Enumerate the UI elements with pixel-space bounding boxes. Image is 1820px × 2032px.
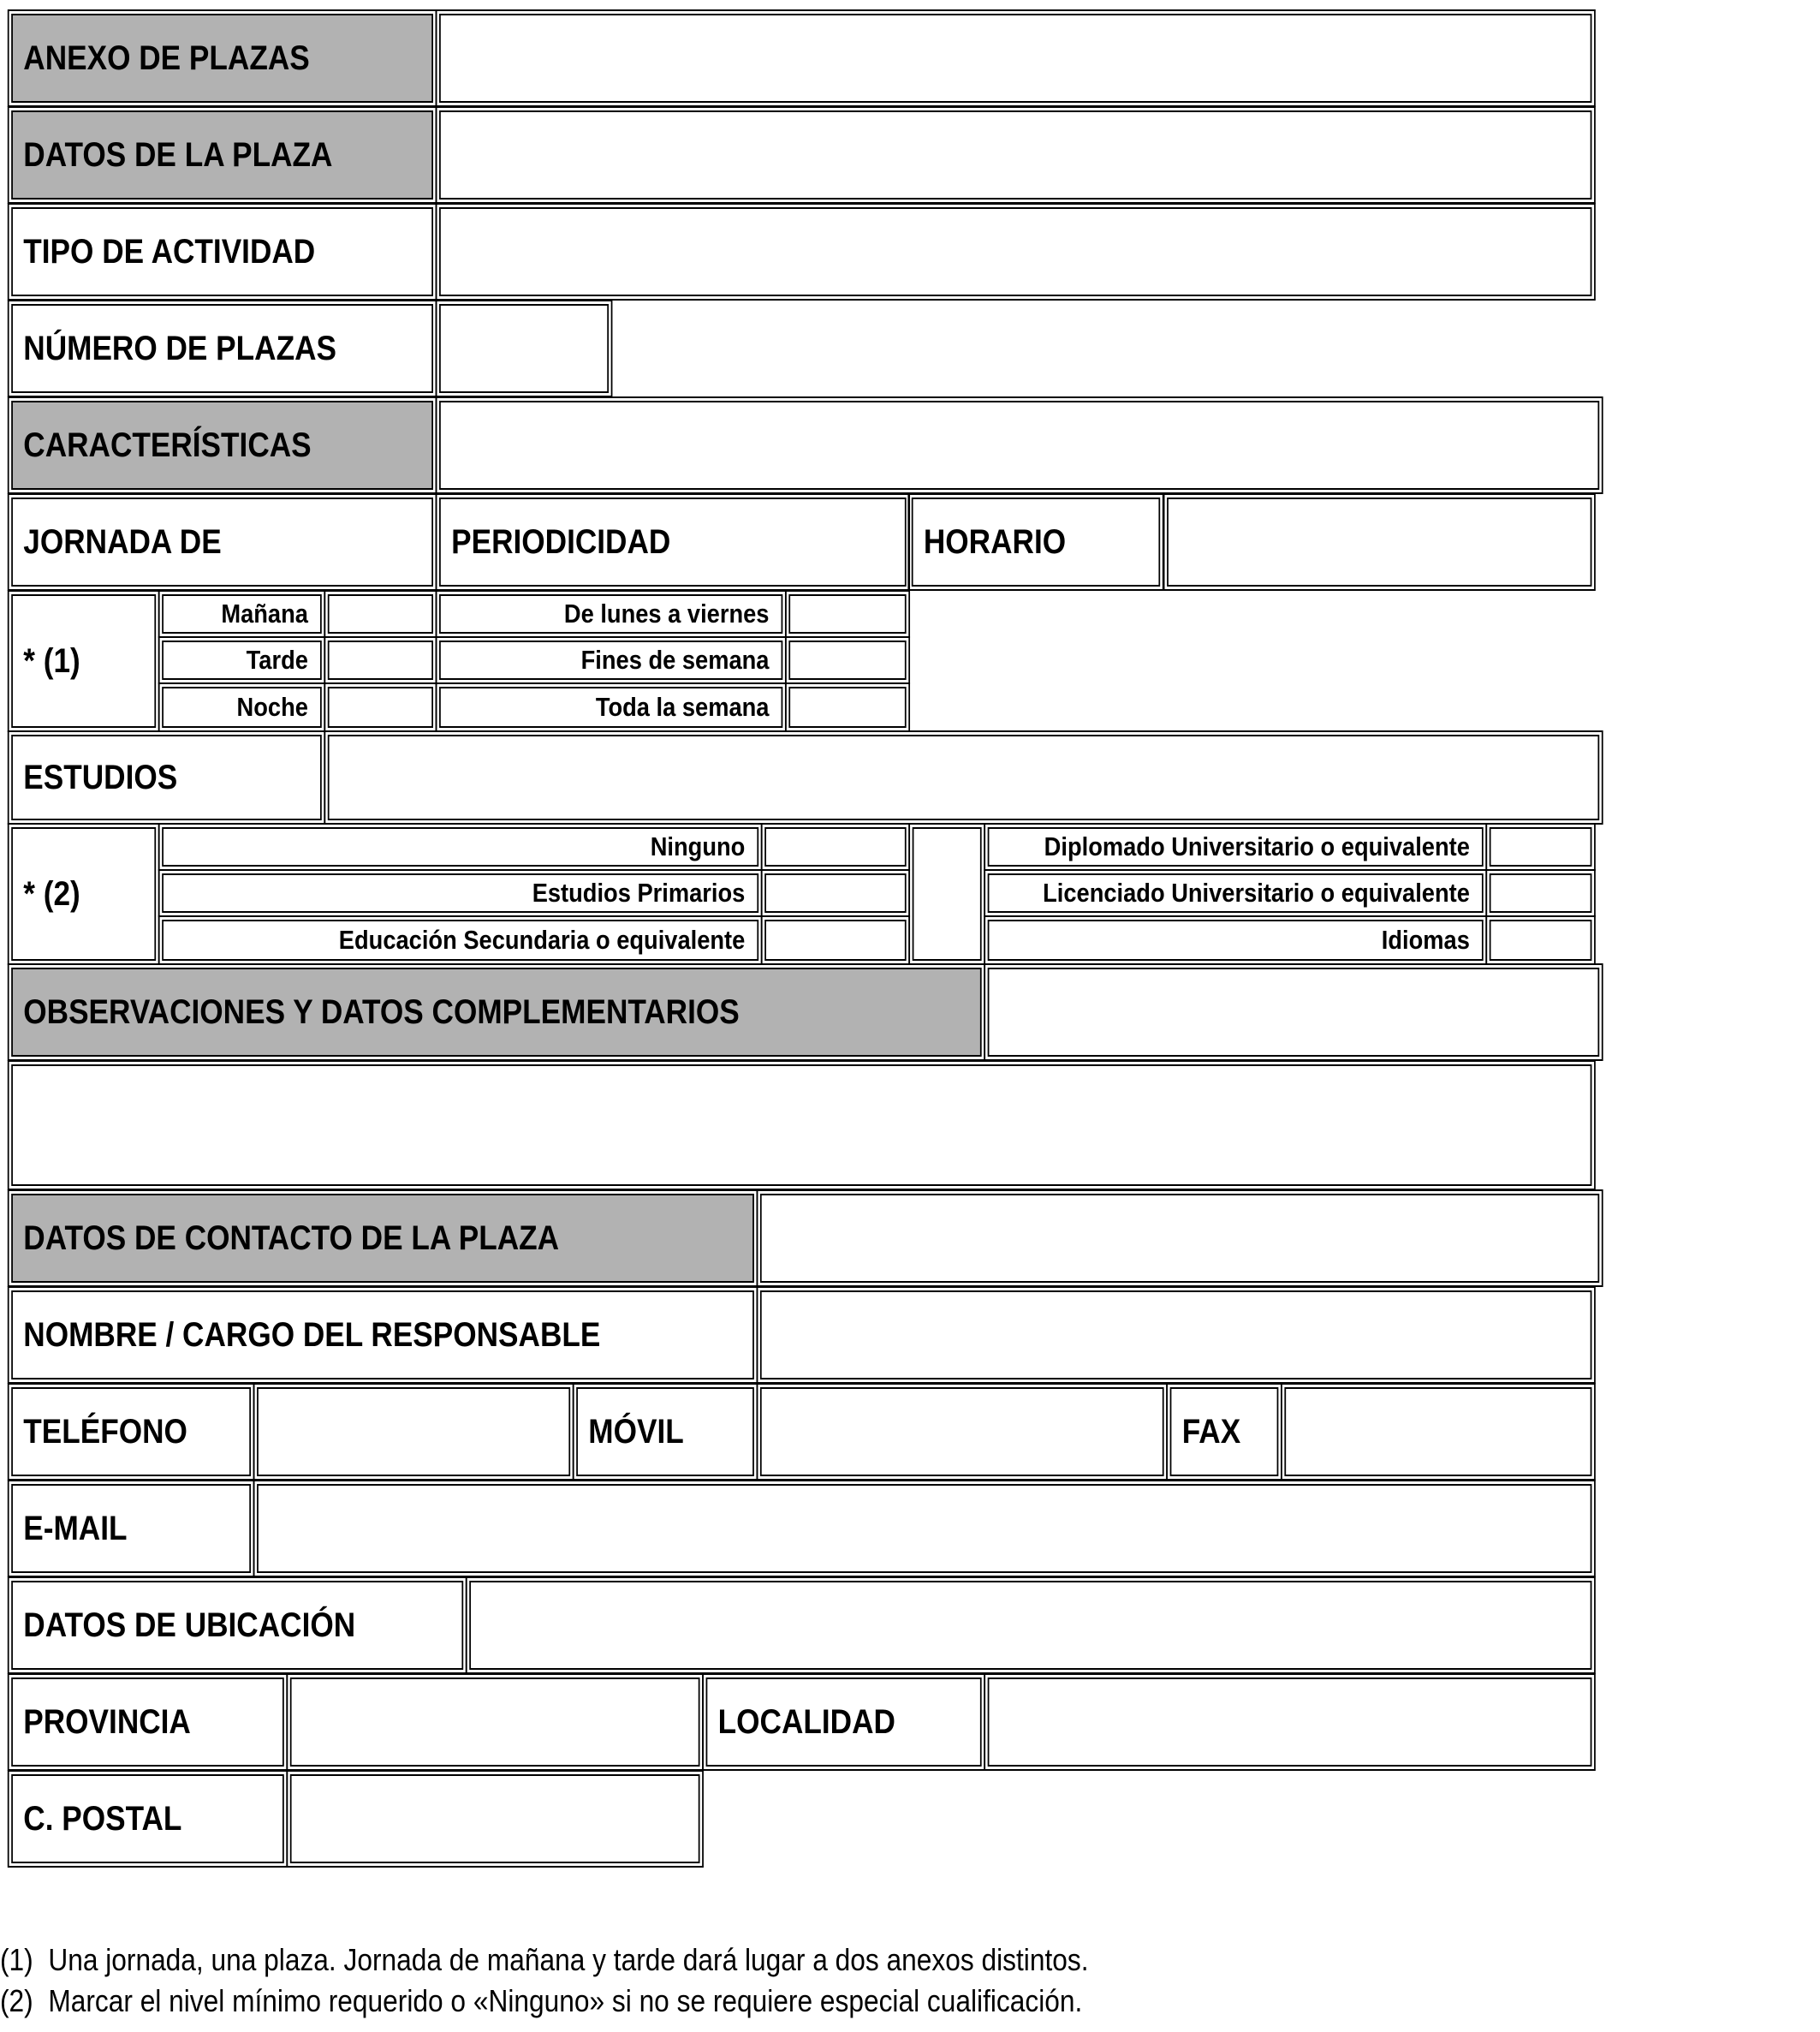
diplomado-checkbox[interactable] (1490, 827, 1592, 867)
numero-plazas-field[interactable] (439, 304, 609, 393)
periodicidad-option-toda-semana: Toda la semana (595, 692, 770, 722)
ninguno-checkbox[interactable] (764, 827, 906, 867)
fines-semana-checkbox[interactable] (788, 641, 906, 680)
estudios-option-secundaria: Educación Secundaria o equivalente (338, 925, 746, 955)
telefono-label: TELÉFONO (23, 1412, 187, 1451)
estudios-option-idiomas: Idiomas (1381, 925, 1470, 955)
movil-label: MÓVIL (588, 1412, 684, 1451)
tipo-actividad-field[interactable] (439, 207, 1591, 296)
localidad-label: LOCALIDAD (717, 1702, 895, 1741)
fax-field[interactable] (1284, 1387, 1591, 1476)
licenciado-checkbox[interactable] (1490, 873, 1592, 913)
fax-label: FAX (1181, 1412, 1241, 1451)
noche-checkbox[interactable] (328, 687, 433, 728)
provincia-field[interactable] (290, 1677, 700, 1767)
footnote-1-number: (1) (0, 1942, 33, 1977)
contacto-header-field (760, 1194, 1599, 1283)
postal-label: C. POSTAL (23, 1799, 182, 1838)
estudios-option-diplomado: Diplomado Universitario o equivalente (1044, 831, 1470, 861)
footnote-1 (0, 1942, 1089, 1978)
manana-checkbox[interactable] (328, 594, 433, 634)
estudios-field[interactable] (328, 735, 1599, 820)
ref2-label: * (2) (23, 874, 80, 913)
caracteristicas-field[interactable] (439, 401, 1599, 490)
estudios-label: ESTUDIOS (23, 758, 178, 796)
jornada-option-manana: Mañana (221, 599, 308, 629)
tarde-checkbox[interactable] (328, 641, 433, 680)
localidad-field[interactable] (988, 1677, 1592, 1767)
anexo-field[interactable] (439, 14, 1591, 103)
telefono-field[interactable] (257, 1387, 570, 1476)
ubicacion-label: DATOS DE UBICACIÓN (23, 1606, 356, 1644)
anexo-label: ANEXO DE PLAZAS (23, 39, 310, 77)
email-field[interactable] (257, 1484, 1591, 1573)
periodicidad-label: PERIODICIDAD (451, 522, 671, 561)
observaciones-label: OBSERVACIONES Y DATOS COMPLEMENTARIOS (23, 992, 740, 1031)
ref1-label: * (1) (23, 641, 80, 680)
toda-semana-checkbox[interactable] (788, 687, 906, 728)
footnote-2-number: (2) (0, 1983, 33, 2018)
lunes-viernes-checkbox[interactable] (788, 594, 906, 634)
secundaria-checkbox[interactable] (764, 920, 906, 961)
contacto-label: DATOS DE CONTACTO DE LA PLAZA (23, 1219, 560, 1257)
jornada-option-noche: Noche (236, 692, 308, 722)
footnote-2 (0, 1983, 1082, 2019)
jornada-label: JORNADA DE (23, 522, 222, 561)
provincia-label: PROVINCIA (23, 1702, 191, 1741)
footnote-1-text: Una jornada, una plaza. Jornada de mañana y tarde dará lugar a dos anexos distintos. (48, 1942, 1089, 1977)
periodicidad-option-lunes-viernes: De lunes a viernes (563, 599, 770, 629)
estudios-spacer-cell (913, 827, 982, 961)
numero-plazas-label: NÚMERO DE PLAZAS (23, 329, 336, 367)
horario-field[interactable] (1167, 498, 1591, 587)
movil-field[interactable] (760, 1387, 1164, 1476)
datos-plaza-label: DATOS DE LA PLAZA (23, 135, 333, 174)
observaciones-header-field (988, 968, 1600, 1057)
estudios-option-primarios: Estudios Primarios (532, 878, 746, 908)
footnote-2-text: Marcar el nivel mínimo requerido o «Ninguno» si no se requiere especial cualificación. (48, 1983, 1083, 2018)
tipo-actividad-label: TIPO DE ACTIVIDAD (23, 232, 316, 271)
periodicidad-option-fines-semana: Fines de semana (580, 645, 770, 675)
estudios-option-licenciado: Licenciado Universitario o equivalente (1043, 878, 1470, 908)
estudios-option-ninguno: Ninguno (650, 831, 746, 861)
jornada-option-tarde: Tarde (246, 645, 308, 675)
primarios-checkbox[interactable] (764, 873, 906, 913)
horario-label: HORARIO (923, 522, 1067, 561)
responsable-label: NOMBRE / CARGO DEL RESPONSABLE (23, 1315, 601, 1354)
ubicacion-field[interactable] (469, 1581, 1591, 1670)
postal-field[interactable] (290, 1774, 700, 1863)
observaciones-field[interactable] (11, 1064, 1591, 1186)
responsable-field[interactable] (760, 1290, 1592, 1379)
datos-plaza-field[interactable] (439, 110, 1591, 200)
idiomas-checkbox[interactable] (1490, 920, 1592, 961)
email-label: E-MAIL (23, 1509, 128, 1547)
caracteristicas-label: CARACTERÍSTICAS (23, 426, 312, 464)
